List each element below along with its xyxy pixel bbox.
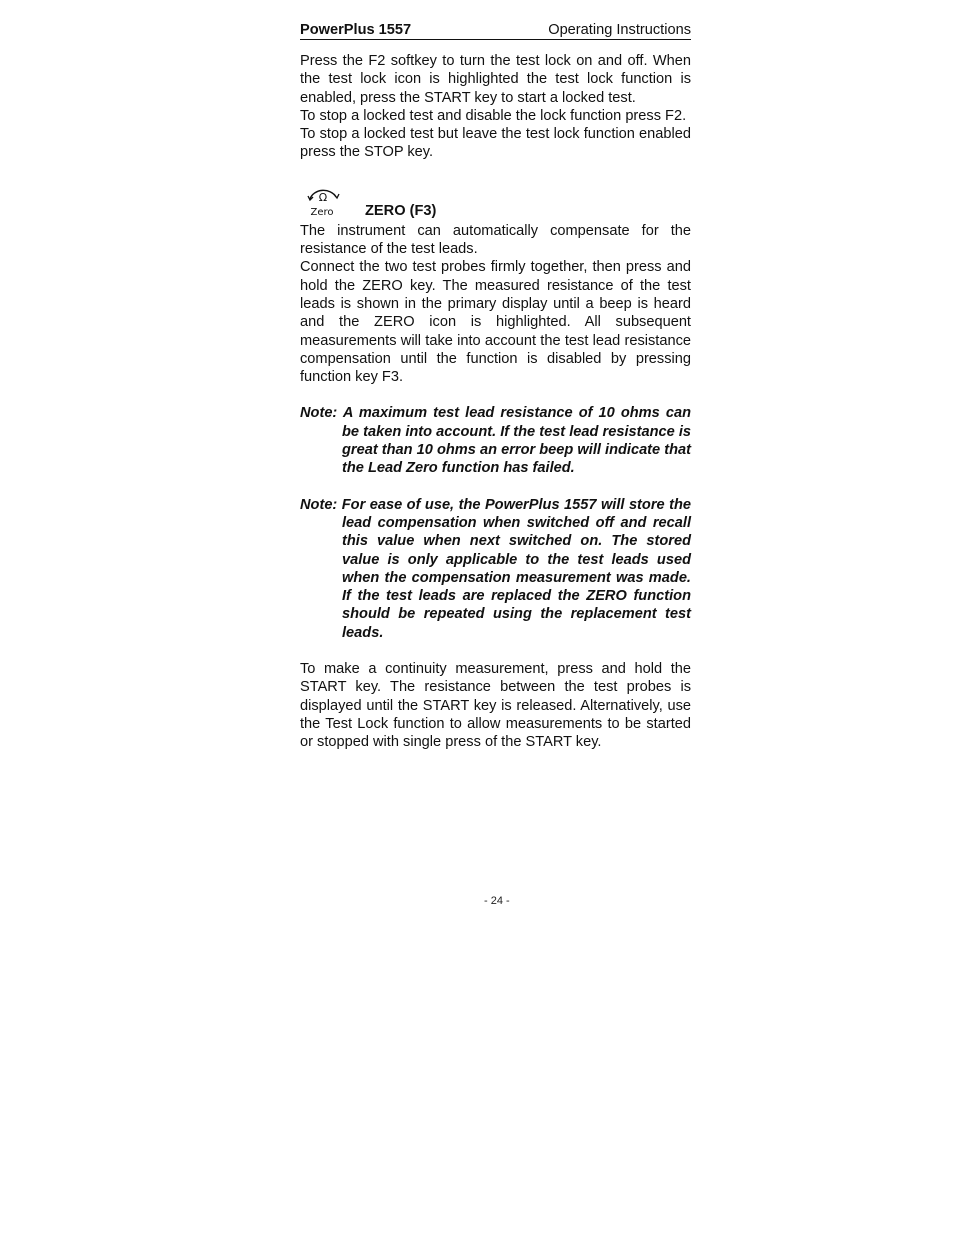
note-2	[300, 496, 691, 642]
test-lock-paragraph-1: Press the F2 softkey to turn the test lock on and off. When the test lock icon is highlighted the test lock function is enabled, press the START key to start a locked test.	[300, 53, 691, 106]
continuity-paragraph: To make a continuity measurement, press and hold the START key. The resistance between the test probes is displayed until the START key is released. Alternatively, use the Test Lock function to allow measurements to be started or stopped with single press of the START key.	[300, 661, 691, 751]
note-2-label: Note:	[300, 496, 338, 513]
ohm-symbol: Ω	[318, 190, 328, 204]
zero-heading: ZERO (F3)	[365, 202, 437, 219]
zero-section-header	[300, 185, 691, 222]
page-header	[300, 21, 691, 40]
test-lock-paragraph-2: To stop a locked test and disable the lock function press F2.	[300, 107, 687, 124]
product-title: PowerPlus 1557	[300, 22, 412, 38]
test-lock-paragraph-3: To stop a locked test but leave the test lock function enabled press the STOP key.	[300, 126, 691, 161]
zero-paragraph-1: The instrument can automatically compensate for the resistance of the test leads.	[300, 222, 691, 258]
manual-page	[300, 21, 691, 752]
page-number: - 24 -	[484, 895, 510, 907]
note-1-label: Note:	[300, 405, 338, 422]
zero-ohm-icon	[304, 185, 342, 219]
section-title: Operating Instructions	[548, 22, 691, 38]
note-2-text: For ease of use, the PowerPlus 1557 will store the lead compensation when switched off and recall this value when next switched on. The stored value is only applicable to the test leads used when the compensation measurement was made. If the test leads are replaced the ZERO function should be repeated using the replacement test leads.	[341, 496, 691, 641]
note-1-text: A maximum test lead resistance of 10 ohms can be taken into account. If the test lead resistance is great than 10 ohms an error beep will indicate that the Lead Zero function has failed.	[342, 405, 691, 477]
note-1	[300, 404, 691, 477]
zero-paragraph-2: Connect the two test probes firmly together, then press and hold the ZERO key. The measured resistance of the test leads is shown in the primary display until a beep is heard and the ZERO icon is highlighted. All subsequent measurements will take into account the test lead resistance compensation until the function is disabled by pressing function key F3.	[300, 259, 691, 386]
zero-icon-label: Zero	[310, 206, 334, 218]
